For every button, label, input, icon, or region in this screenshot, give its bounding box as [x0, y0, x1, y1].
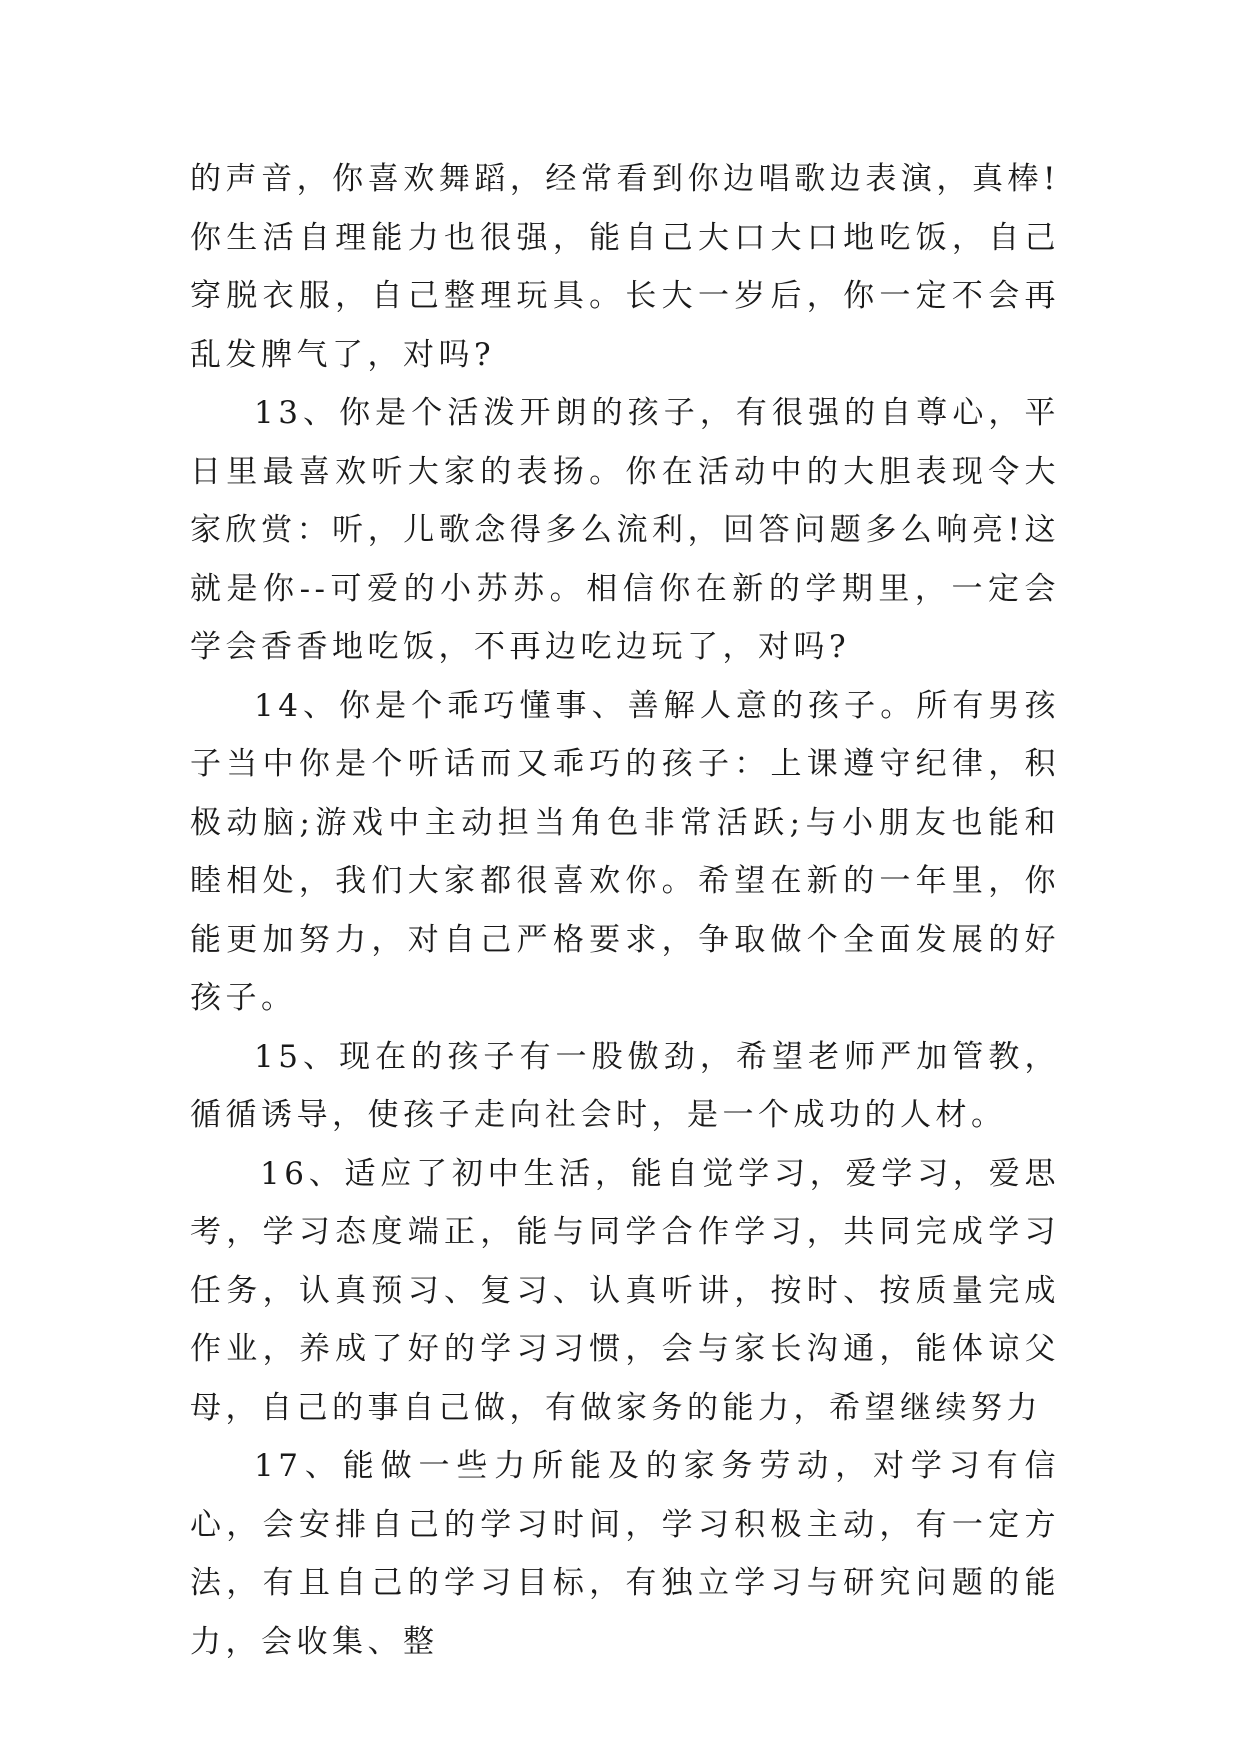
paragraph-13: 13、你是个活泼开朗的孩子，有很强的自尊心，平日里最喜欢听大家的表扬。你在活动中的大胆表现令大家欣赏：听，儿歌念得多么流利，回答问题多么响亮!这就是你--可爱的小苏苏。相信你在新的学期里，一定会学会香香地吃饭，不再边吃边玩了，对吗?	[190, 395, 1060, 665]
paragraph-17: 17、能做一些力所能及的家务劳动，对学习有信心，会安排自己的学习时间，学习积极主动，有一定方法，有且自己的学习目标，有独立学习与研究问题的能力，会收集、整	[190, 1448, 1060, 1660]
paragraph-continued: 的声音，你喜欢舞蹈，经常看到你边唱歌边表演，真棒!你生活自理能力也很强，能自己大口大口地吃饭，自己穿脱衣服，自己整理玩具。长大一岁后，你一定不会再乱发脾气了，对吗?	[190, 161, 1060, 373]
paragraph-16: 16、适应了初中生活，能自觉学习，爱学习，爱思考，学习态度端正，能与同学合作学习，共同完成学习任务，认真预习、复习、认真听讲，按时、按质量完成作业，养成了好的学习习惯，会与家长沟通，能体谅父母，自己的事自己做，有做家务的能力，希望继续努力	[190, 1155, 1060, 1426]
paragraph-15: 15、现在的孩子有一股傲劲，希望老师严加管教，循循诱导，使孩子走向社会时，是一个成功的人材。	[190, 1038, 1060, 1133]
paragraph-14: 14、你是个乖巧懂事、善解人意的孩子。所有男孩子当中你是个听话而又乖巧的孩子：上课遵守纪律，积极动脑;游戏中主动担当角色非常活跃;与小朋友也能和睦相处，我们大家都很喜欢你。希望在新的一年里，你能更加努力，对自己严格要求，争取做个全面发展的好孩子。	[190, 687, 1060, 1016]
document-page	[190, 150, 1060, 1671]
